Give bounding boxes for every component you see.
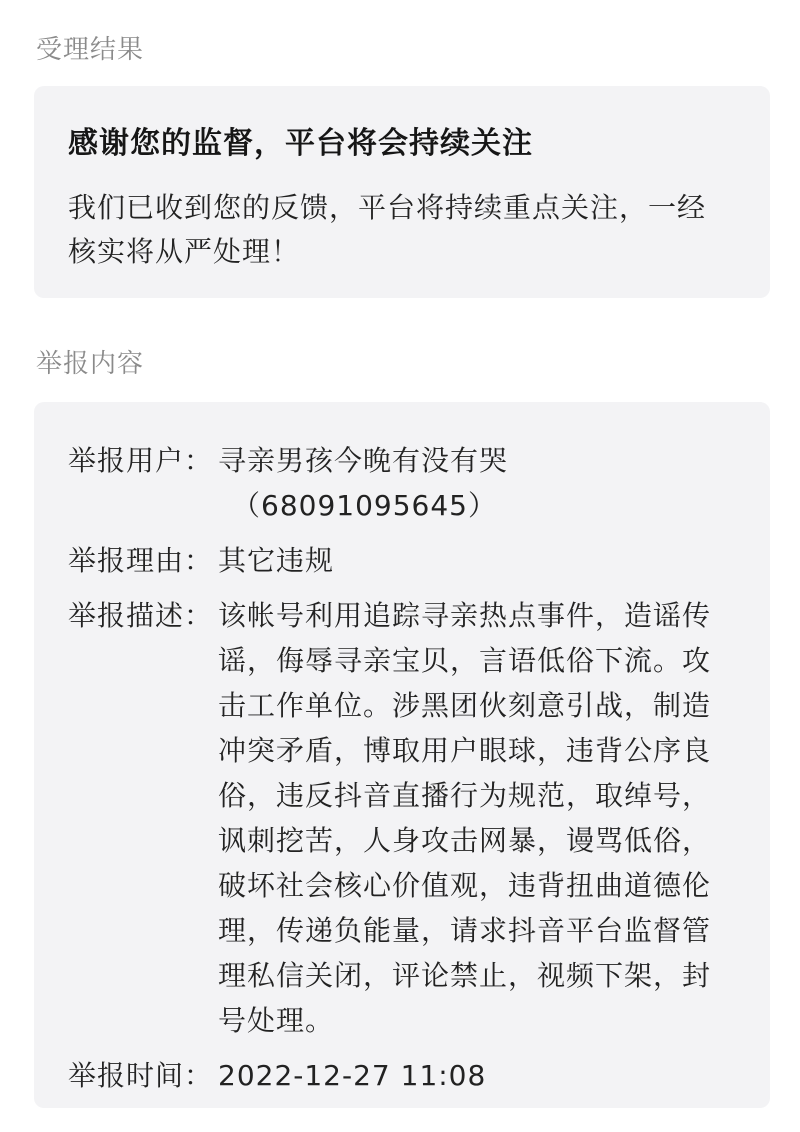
report-desc-row [68, 593, 736, 1043]
report-section-title: 举报内容 [36, 349, 145, 379]
report-user-value [218, 438, 736, 528]
report-reason-row [68, 538, 736, 583]
report-user-label: 举报用户： [68, 444, 214, 477]
result-heading: 感谢您的监督，平台将会持续关注 [68, 126, 533, 161]
report-reason-value: 其它违规 [218, 544, 335, 577]
report-time-label: 举报时间： [68, 1059, 214, 1092]
report-desc-label: 举报描述： [68, 599, 214, 632]
report-card [34, 402, 770, 1108]
report-user-id: （68091095645） [232, 489, 497, 522]
report-user-name: 寻亲男孩今晚有没有哭 [218, 444, 509, 477]
result-section-title: 受理结果 [36, 35, 145, 65]
report-time-row [68, 1053, 736, 1098]
result-card [34, 86, 770, 298]
report-desc-value: 该帐号利用追踪寻亲热点事件，造谣传谣，侮辱寻亲宝贝，言语低俗下流。攻击工作单位。涉黑团伙刻意引战，制造冲突矛盾，博取用户眼球，违背公序良俗，违反抖音直播行为规范，取绰号，讽刺挖苦，人身攻击网暴，谩骂低俗，破坏社会核心价值观，违背扭曲道德伦理，传递负能量，请求抖音平台监督管理私信关闭，评论禁止，视频下架，封号处理。 [218, 599, 712, 1037]
report-user-row [68, 438, 736, 528]
report-time-value: 2022-12-27 11:08 [218, 1059, 487, 1092]
result-body: 我们已收到您的反馈，平台将持续重点关注，一经核实将从严处理！ [68, 191, 707, 268]
report-reason-label: 举报理由： [68, 544, 214, 577]
